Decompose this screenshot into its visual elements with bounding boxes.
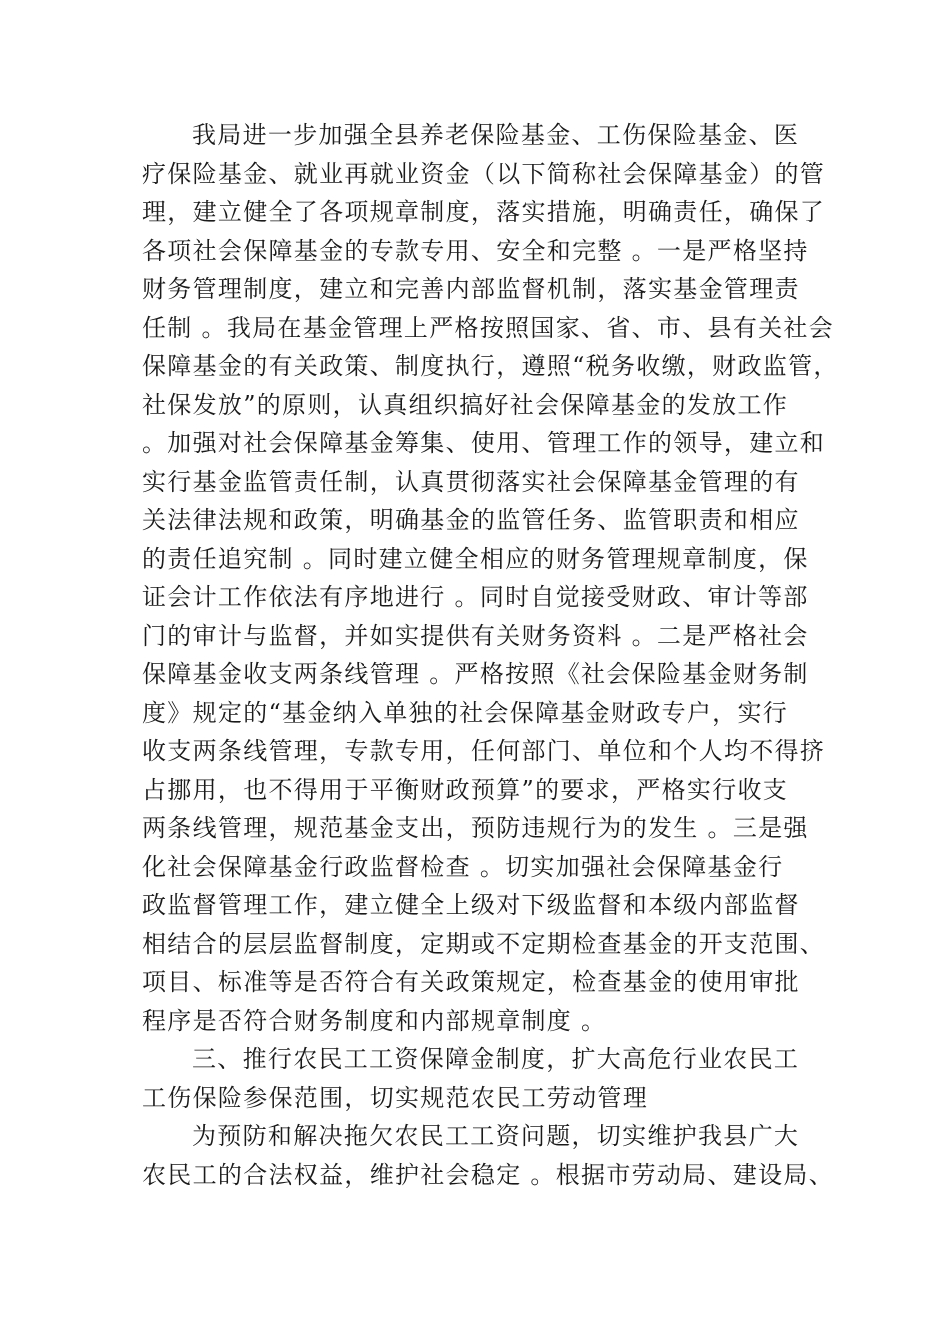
text-line: 。加强对社会保障基金筹集、使用、管理工作的领导，建立和 (142, 429, 826, 457)
text-line: 财务管理制度，建立和完善内部监督机制，落实基金管理责 (142, 275, 800, 303)
text-line: 保障基金收支两条线管理 。严格按照《社会保险基金财务制 (142, 660, 809, 688)
document-body (142, 116, 839, 1194)
text-line: 保障基金的有关政策、制度执行，遵照“税务收缴，财政监管， (142, 352, 839, 380)
paragraph-p3 (142, 1117, 835, 1194)
text-line: 社保发放”的原则，认真组织搞好社会保障基金的发放工作 (142, 390, 789, 419)
text-line: 为预防和解决拖欠农民工工资问题，切实维护我县广大 (192, 1122, 800, 1150)
text-line: 农民工的合法权益，维护社会稳定 。根据市劳动局、建设局、 (142, 1160, 835, 1189)
text-line: 两条线管理，规范基金支出，预防违规行为的发生 。三是强 (142, 814, 809, 842)
text-line: 任制 。我局在基金管理上严格按照国家、省、市、县有关社会 (142, 313, 835, 342)
text-line: 政监督管理工作，建立健全上级对下级监督和本级内部监督 (142, 891, 800, 919)
text-line: 门的审计与监督，并如实提供有关财务资料 。二是严格社会 (142, 621, 809, 650)
text-line: 项目、标准等是否符合有关政策规定，检查基金的使用审批 (142, 968, 800, 996)
paragraph-p2 (142, 1040, 812, 1117)
paragraph-p1 (142, 116, 839, 1040)
text-line: 证会计工作依法有序地进行 。同时自觉接受财政、审计等部 (142, 583, 809, 611)
text-line: 度》规定的“基金纳入单独的社会保障基金财政专户，实行 (142, 698, 789, 727)
text-line: 关法律法规和政策，明确基金的监管任务、监管职责和相应 (142, 506, 800, 534)
text-line: 工伤保险参保范围，切实规范农民工劳动管理 (142, 1083, 648, 1112)
text-line: 我局进一步加强全县养老保险基金、工伤保险基金、医 (192, 121, 800, 149)
text-line: 疗保险基金、就业再就业资金（以下简称社会保障基金）的管 (142, 159, 826, 188)
text-line: 相结合的层层监督制度，定期或不定期检查基金的开支范围、 (142, 929, 826, 958)
text-line: 各项社会保障基金的专款专用、安全和完整 。一是严格坚持 (142, 236, 809, 265)
text-line: 程序是否符合财务制度和内部规章制度 。 (142, 1006, 607, 1035)
text-line: 收支两条线管理，专款专用，任何部门、单位和个人均不得挤 (142, 737, 826, 765)
text-line: 化社会保障基金行政监督检查 。切实加强社会保障基金行 (142, 852, 784, 881)
text-line: 实行基金监管责任制，认真贯彻落实社会保障基金管理的有 (142, 467, 800, 496)
text-line: 理，建立健全了各项规章制度，落实措施，明确责任，确保了 (142, 198, 826, 226)
text-line: 的责任追究制 。同时建立健全相应的财务管理规章制度，保 (142, 544, 809, 573)
text-line: 三、推行农民工工资保障金制度，扩大高危行业农民工 (192, 1045, 800, 1073)
text-line: 占挪用，也不得用于平衡财政预算”的要求，严格实行收支 (142, 775, 789, 804)
